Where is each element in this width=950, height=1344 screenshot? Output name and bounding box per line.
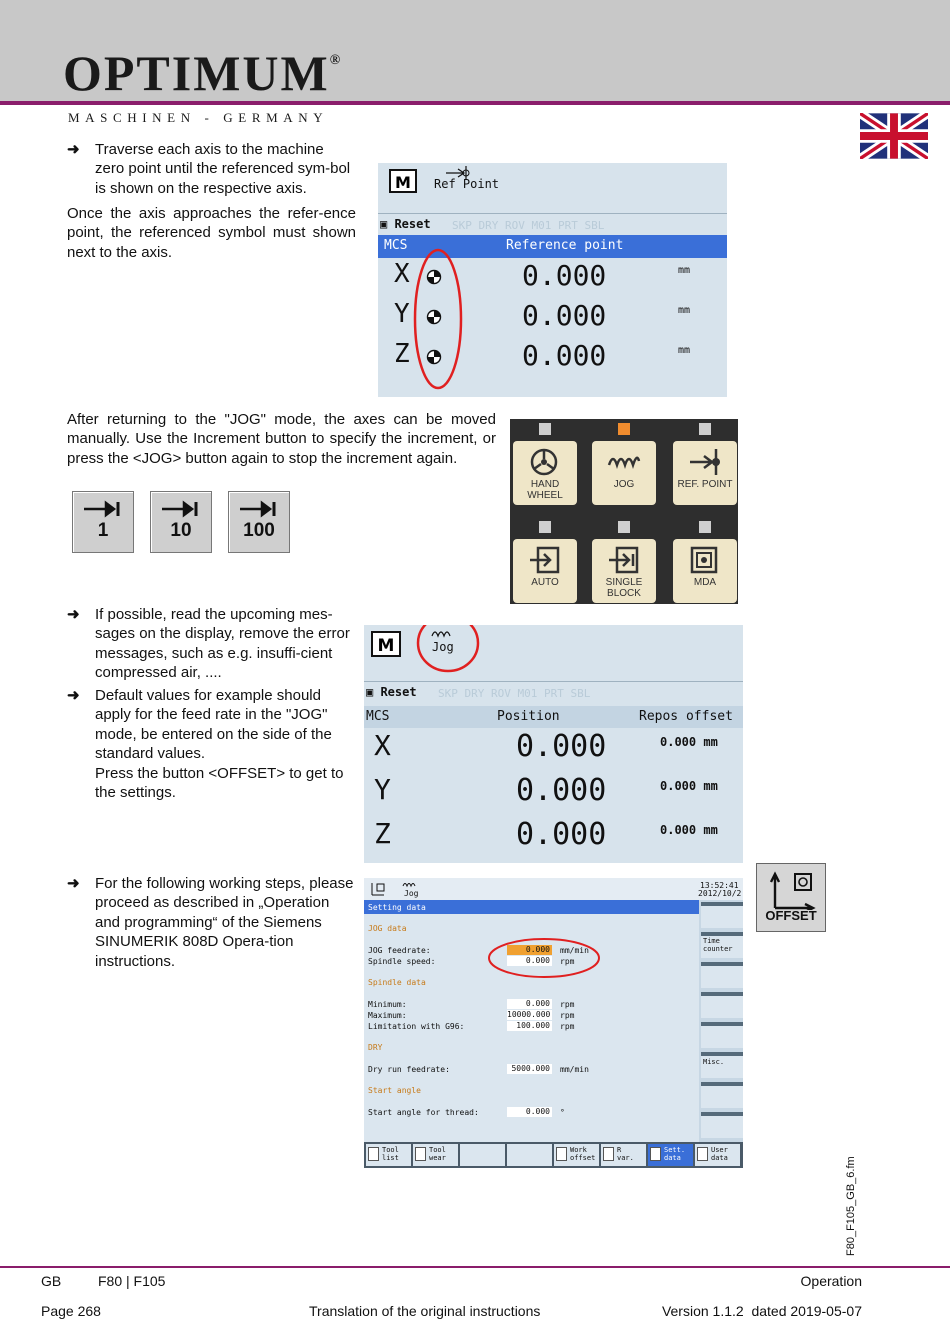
vertical-softkey[interactable] [701, 902, 743, 928]
svg-text:M: M [395, 173, 411, 192]
spindle-minimum-unit: rpm [560, 1000, 575, 1009]
dry-run-feedrate-input[interactable]: 5000.000 [507, 1064, 552, 1074]
mode-label: Jog [432, 640, 454, 654]
led [618, 521, 630, 533]
union-jack-flag [860, 113, 928, 159]
single-block-icon [607, 545, 641, 575]
softkey-icon [415, 1147, 426, 1161]
vertical-softkey[interactable] [701, 1082, 743, 1108]
axis-name: Z [394, 339, 410, 369]
status-flags: SKP DRY ROV M01 PRT SBL [438, 687, 591, 700]
offset-label: OFFSET [765, 908, 817, 923]
offset-hint-text: Press the button <OFFSET> to get to the settings. [95, 764, 344, 802]
clock-time: 13:52:41 [700, 881, 739, 890]
axis-name: Z [374, 817, 391, 850]
misc-label: Misc. [703, 1058, 725, 1066]
jog-icon [607, 447, 641, 477]
axis-value: 0.000 [522, 299, 607, 332]
jog-small-icon [402, 880, 420, 888]
softkey-icon [556, 1147, 567, 1161]
axis-position-value: 0.000 [516, 773, 607, 808]
softkey-user-data[interactable] [695, 1144, 740, 1166]
footer-version: Version 1.1.2 dated 2019-05-07 [661, 1303, 862, 1319]
offset-axes-icon [763, 868, 819, 910]
increment-arrow-icon [82, 500, 124, 518]
mode-key-label: HAND WHEEL [527, 479, 563, 501]
screen-setting-data [364, 878, 743, 1168]
axis-unit: mm [678, 265, 691, 276]
softkey-icon [697, 1147, 708, 1161]
softkey-sett-data[interactable] [648, 1144, 693, 1166]
axis-name: X [394, 259, 410, 289]
axis-unit: mm [678, 345, 691, 356]
highlight-ellipse [412, 247, 464, 391]
instruction-read-messages: ➜ If possible, read the upcoming mes-sages on the display, remove the error messages, such as e.g. insuffi-cient compressed air, .... [67, 605, 355, 683]
axis-position-value: 0.000 [516, 729, 607, 764]
screen-reference-point [378, 163, 727, 397]
mode-key-panel [510, 419, 738, 604]
brand-logo: OPTIMUM® [63, 45, 343, 101]
increment-1-button[interactable] [72, 491, 134, 553]
softkey-line1: Sett. [664, 1146, 686, 1154]
spindle-maximum-input[interactable]: 10000.000 [507, 1010, 551, 1019]
vertical-softkey[interactable] [701, 1052, 743, 1078]
jog-data-header: JOG data [368, 924, 407, 933]
divider [364, 681, 743, 682]
mode-key-auto[interactable] [513, 539, 577, 603]
spindle-speed-label: Spindle speed: [368, 957, 436, 966]
axis-name: Y [374, 773, 391, 806]
softkey-line1: Tool [429, 1146, 446, 1154]
machine-m-icon [388, 168, 420, 196]
mode-key-label: SINGLE BLOCK [605, 577, 643, 599]
position-header [364, 706, 743, 728]
softkey-line1: User [711, 1146, 728, 1154]
reset-label: ▣ Reset [380, 217, 431, 231]
led [699, 423, 711, 435]
highlight-circle [414, 625, 482, 675]
spindle-speed-unit: rpm [560, 957, 575, 966]
softkey-r-var[interactable] [601, 1144, 646, 1166]
vertical-softkey[interactable] [701, 962, 743, 988]
machine-m-icon [370, 630, 404, 660]
mcs-label: MCS [366, 709, 390, 724]
start-angle-thread-label: Start angle for thread: [368, 1108, 479, 1117]
softkey-icon [368, 1147, 379, 1161]
increment-arrow-icon [238, 500, 280, 518]
axis-origin-icon [368, 881, 390, 897]
increment-100-button[interactable] [228, 491, 290, 553]
axis-unit: mm [678, 305, 691, 316]
increment-label: 1 [97, 520, 109, 541]
spindle-limitation-label: Limitation with G96: [368, 1022, 465, 1031]
softkey-line2: data [711, 1154, 728, 1162]
mode-key-hand-wheel[interactable] [513, 441, 577, 505]
mode-key-label: AUTO [531, 577, 559, 588]
softkey-line1: R [617, 1146, 622, 1154]
mode-key-label: MDA [693, 577, 717, 588]
jog-feedrate-label: JOG feedrate: [368, 946, 431, 955]
spindle-minimum-label: Minimum: [368, 1000, 407, 1009]
mode-label: Jog [404, 889, 419, 898]
footer-section: Operation [800, 1273, 862, 1289]
mode-key-jog[interactable] [592, 441, 656, 505]
dry-run-feedrate-label: Dry run feedrate: [368, 1065, 450, 1074]
setting-data-title: Setting data [364, 900, 699, 914]
mode-key-single-block[interactable] [592, 539, 656, 603]
axis-value: 0.000 [522, 259, 607, 292]
time-counter-label: Time counter [703, 937, 733, 953]
axis-value: 0.000 [522, 339, 607, 372]
led-active [618, 423, 630, 435]
start-angle-thread-input[interactable]: 0.000 [507, 1107, 552, 1117]
spindle-speed-input[interactable]: 0.000 [507, 956, 552, 966]
spindle-minimum-input[interactable]: 0.000 [507, 999, 552, 1009]
axis-position-value: 0.000 [516, 817, 607, 852]
led [539, 521, 551, 533]
spindle-limitation-input[interactable]: 100.000 [507, 1021, 552, 1031]
increment-label: 100 [243, 520, 275, 541]
mode-label: Ref Point [434, 177, 500, 191]
status-flags: SKP DRY ROV M01 PRT SBL [452, 219, 605, 232]
instruction-traverse-axis: ➜ Traverse each axis to the machine zero point until the referenced sym-bol is shown on the respective axis. [67, 140, 357, 198]
vertical-softkey[interactable] [701, 1112, 743, 1138]
screen-jog-position [364, 625, 743, 863]
highlight-ellipse [486, 936, 602, 980]
softkey-line1: Work [570, 1146, 587, 1154]
brand-subtitle: MASCHINEN - GERMANY [68, 110, 329, 125]
dry-header: DRY [368, 1043, 383, 1052]
softkey-tool-wear[interactable] [413, 1144, 458, 1166]
offset-button[interactable] [756, 863, 826, 932]
led [539, 423, 551, 435]
mode-key-mda[interactable] [673, 539, 737, 603]
softkey-tool-list[interactable] [366, 1144, 411, 1166]
clock-date: 2012/10/2 [698, 889, 742, 898]
mode-key-label: JOG [613, 479, 635, 490]
softkey-line2: list [382, 1154, 399, 1162]
reset-label: ▣ Reset [366, 685, 417, 699]
softkey-line2: var. [617, 1154, 634, 1162]
spindle-limitation-unit: rpm [560, 1022, 575, 1031]
dry-run-feedrate-unit: mm/min [560, 1065, 589, 1074]
increment-label: 10 [170, 520, 192, 541]
vertical-softkey[interactable] [701, 932, 743, 958]
axis-name: X [374, 729, 391, 762]
instruction-operation-programming: ➜ For the following working steps, please proceed as described in „Operation and programming“ of the Siemens SINUMERIK 808D Opera-tion instructions. [67, 874, 357, 971]
softkey-icon [650, 1147, 661, 1161]
spindle-data-header: Spindle data [368, 978, 426, 987]
softkey-line2: wear [429, 1154, 446, 1162]
axis-repos-offset: 0.000 mm [660, 779, 718, 793]
reference-point-title: Reference point [506, 238, 624, 253]
softkey-empty[interactable] [507, 1144, 552, 1166]
softkey-work-offset[interactable] [554, 1144, 599, 1166]
footer-model: F80 | F105 [98, 1273, 166, 1289]
instruction-default-values [67, 686, 355, 802]
softkey-line1: Tool [382, 1146, 399, 1154]
led [699, 521, 711, 533]
paragraph-jog-mode: After returning to the "JOG" mode, the axes can be moved manually. Use the Increment button to specify the increment, or press the <JOG> button again to stop the increment again. [67, 411, 496, 467]
softkey-empty[interactable] [460, 1144, 505, 1166]
axis-repos-offset: 0.000 mm [660, 823, 718, 837]
footer-language: GB [41, 1273, 62, 1289]
divider [378, 213, 727, 214]
spindle-maximum-unit: rpm [560, 1011, 575, 1020]
axis-name: Y [394, 299, 410, 329]
footer-page: Page 268 [41, 1303, 101, 1319]
vertical-softkey[interactable] [701, 1022, 743, 1048]
svg-text:M: M [377, 636, 395, 656]
mode-key-ref-point[interactable] [673, 441, 737, 505]
footer-translation: Translation of the original instructions [309, 1303, 541, 1319]
mcs-label: MCS [384, 238, 408, 253]
file-code: F80_F105_GB_6.fm [845, 1156, 857, 1256]
footer-rule [0, 1266, 950, 1268]
start-angle-thread-unit: ° [560, 1108, 565, 1117]
repos-offset-label: Repos offset [639, 709, 733, 724]
start-angle-header: Start angle [368, 1086, 421, 1095]
paragraph-reference-symbol: Once the axis approaches the refer-ence point, the referenced symbol must shown next to the axis. [67, 205, 356, 261]
increment-arrow-icon [160, 500, 202, 518]
mode-key-label: REF. POINT [677, 479, 733, 490]
axis-repos-offset: 0.000 mm [660, 735, 718, 749]
position-label: Position [497, 709, 560, 724]
softkey-line2: data [664, 1154, 681, 1162]
vertical-softkey[interactable] [701, 992, 743, 1018]
default-values-text: Default values for example should apply for the feed rate in the "JOG" mode, be entered on the side of the standard values. [95, 687, 332, 763]
auto-icon [528, 545, 562, 575]
setting-status-bar [364, 878, 743, 900]
softkey-line2: offset [570, 1154, 596, 1162]
header-rule [0, 101, 950, 105]
spindle-maximum-label: Maximum: [368, 1011, 407, 1020]
increment-10-button[interactable] [150, 491, 212, 553]
handwheel-icon [528, 447, 562, 477]
softkey-icon [603, 1147, 614, 1161]
jog-feedrate-input[interactable]: 0.000 [507, 945, 552, 955]
jog-feedrate-unit: mm/min [560, 946, 589, 955]
mda-icon [688, 545, 722, 575]
ref-point-icon [688, 447, 722, 477]
